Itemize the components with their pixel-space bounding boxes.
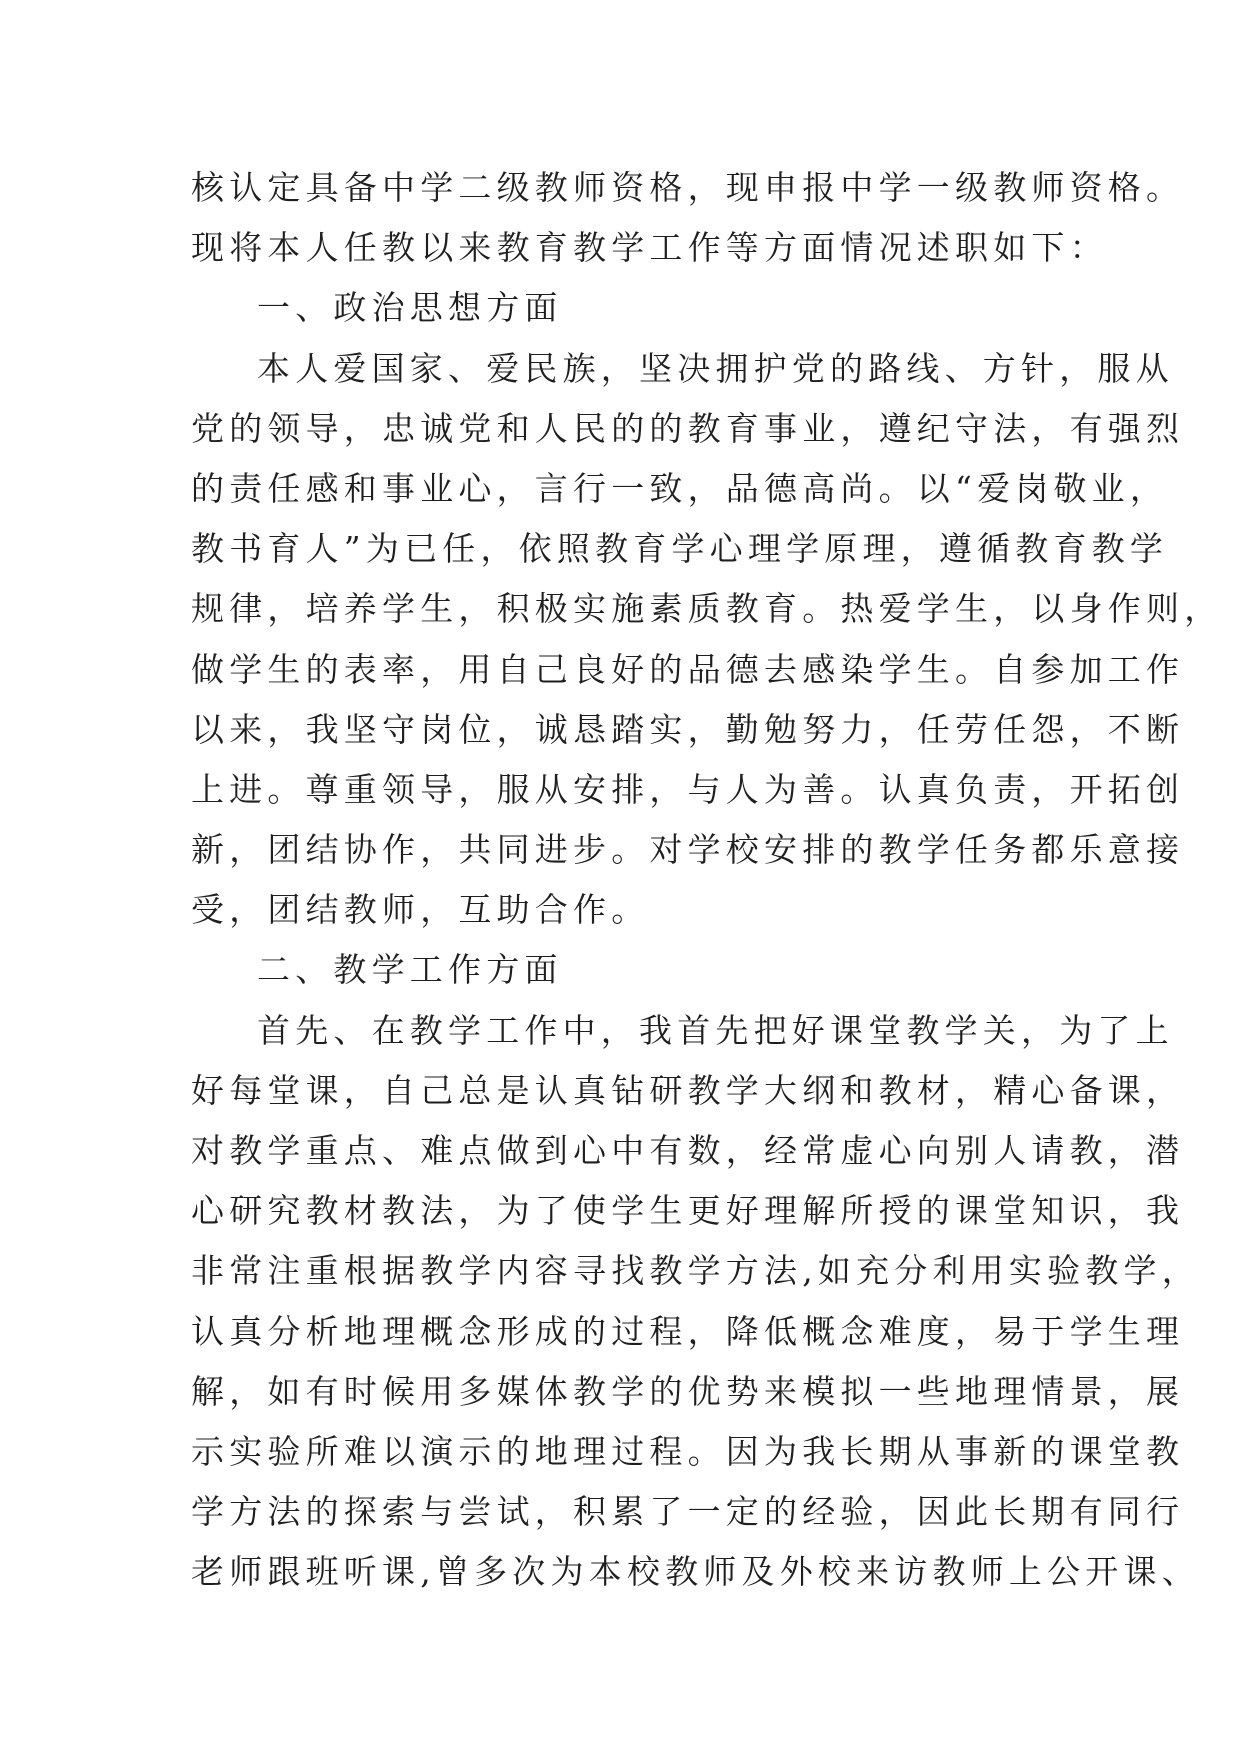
text-line: 新，团结协作，共同进步。对学校安排的教学任务都乐意接 xyxy=(191,830,1185,870)
text-line: 心研究教材教法，为了使学生更好理解所授的课堂知识，我 xyxy=(191,1191,1185,1231)
text-line: 现将本人任教以来教育教学工作等方面情况述职如下： xyxy=(191,228,1108,268)
text-line: 上进。尊重领导，服从安排，与人为善。认真负责，开拓创 xyxy=(191,769,1185,809)
text-line: 学方法的探索与尝试，积累了一定的经验，因此长期有同行 xyxy=(191,1492,1185,1532)
section-heading: 一、政治思想方面 xyxy=(257,288,563,328)
document-body xyxy=(191,158,1223,1603)
text-line: 做学生的表率，用自己良好的品德去感染学生。自参加工作 xyxy=(191,649,1185,689)
text-line: 好每堂课，自己总是认真钻研教学大纲和教材，精心备课， xyxy=(191,1070,1185,1110)
text-line: 本人爱国家、爱民族，坚决拥护党的路线、方针，服从 xyxy=(257,348,1174,388)
text-line: 认真分析地理概念形成的过程，降低概念难度，易于学生理 xyxy=(191,1311,1185,1351)
text-line: 规律，培养学生，积极实施素质教育。热爱学生，以身作则， xyxy=(191,589,1223,629)
text-line: 对教学重点、难点做到心中有数，经常虚心向别人请教，潜 xyxy=(191,1131,1185,1170)
text-line: 教书育人”为已任，依照教育学心理学原理，遵循教育教学 xyxy=(191,529,1169,569)
text-line: 示实验所难以演示的地理过程。因为我长期从事新的课堂教 xyxy=(191,1431,1185,1471)
text-line: 老师跟班听课,曾多次为本校教师及外校来访教师上公开课、 xyxy=(191,1552,1200,1592)
text-line: 首先、在教学工作中，我首先把好课堂教学关，为了上 xyxy=(257,1010,1174,1050)
text-line: 核认定具备中学二级教师资格，现申报中学一级教师资格。 xyxy=(191,168,1185,207)
text-line: 的责任感和事业心，言行一致，品德高尚。以“爱岗敬业， xyxy=(191,468,1169,508)
text-line: 非常注重根据教学内容寻找教学方法,如充分利用实验教学， xyxy=(191,1251,1200,1291)
text-line: 受，团结教师，互助合作。 xyxy=(191,890,650,930)
text-line: 党的领导，忠诚党和人民的的教育事业，遵纪守法，有强烈 xyxy=(191,408,1185,448)
text-line: 解，如有时候用多媒体教学的优势来模拟一些地理情景，展 xyxy=(191,1371,1185,1411)
section-heading: 二、教学工作方面 xyxy=(257,950,563,990)
text-line: 以来，我坚守岗位，诚恳踏实，勤勉努力，任劳任怨，不断 xyxy=(191,709,1185,749)
